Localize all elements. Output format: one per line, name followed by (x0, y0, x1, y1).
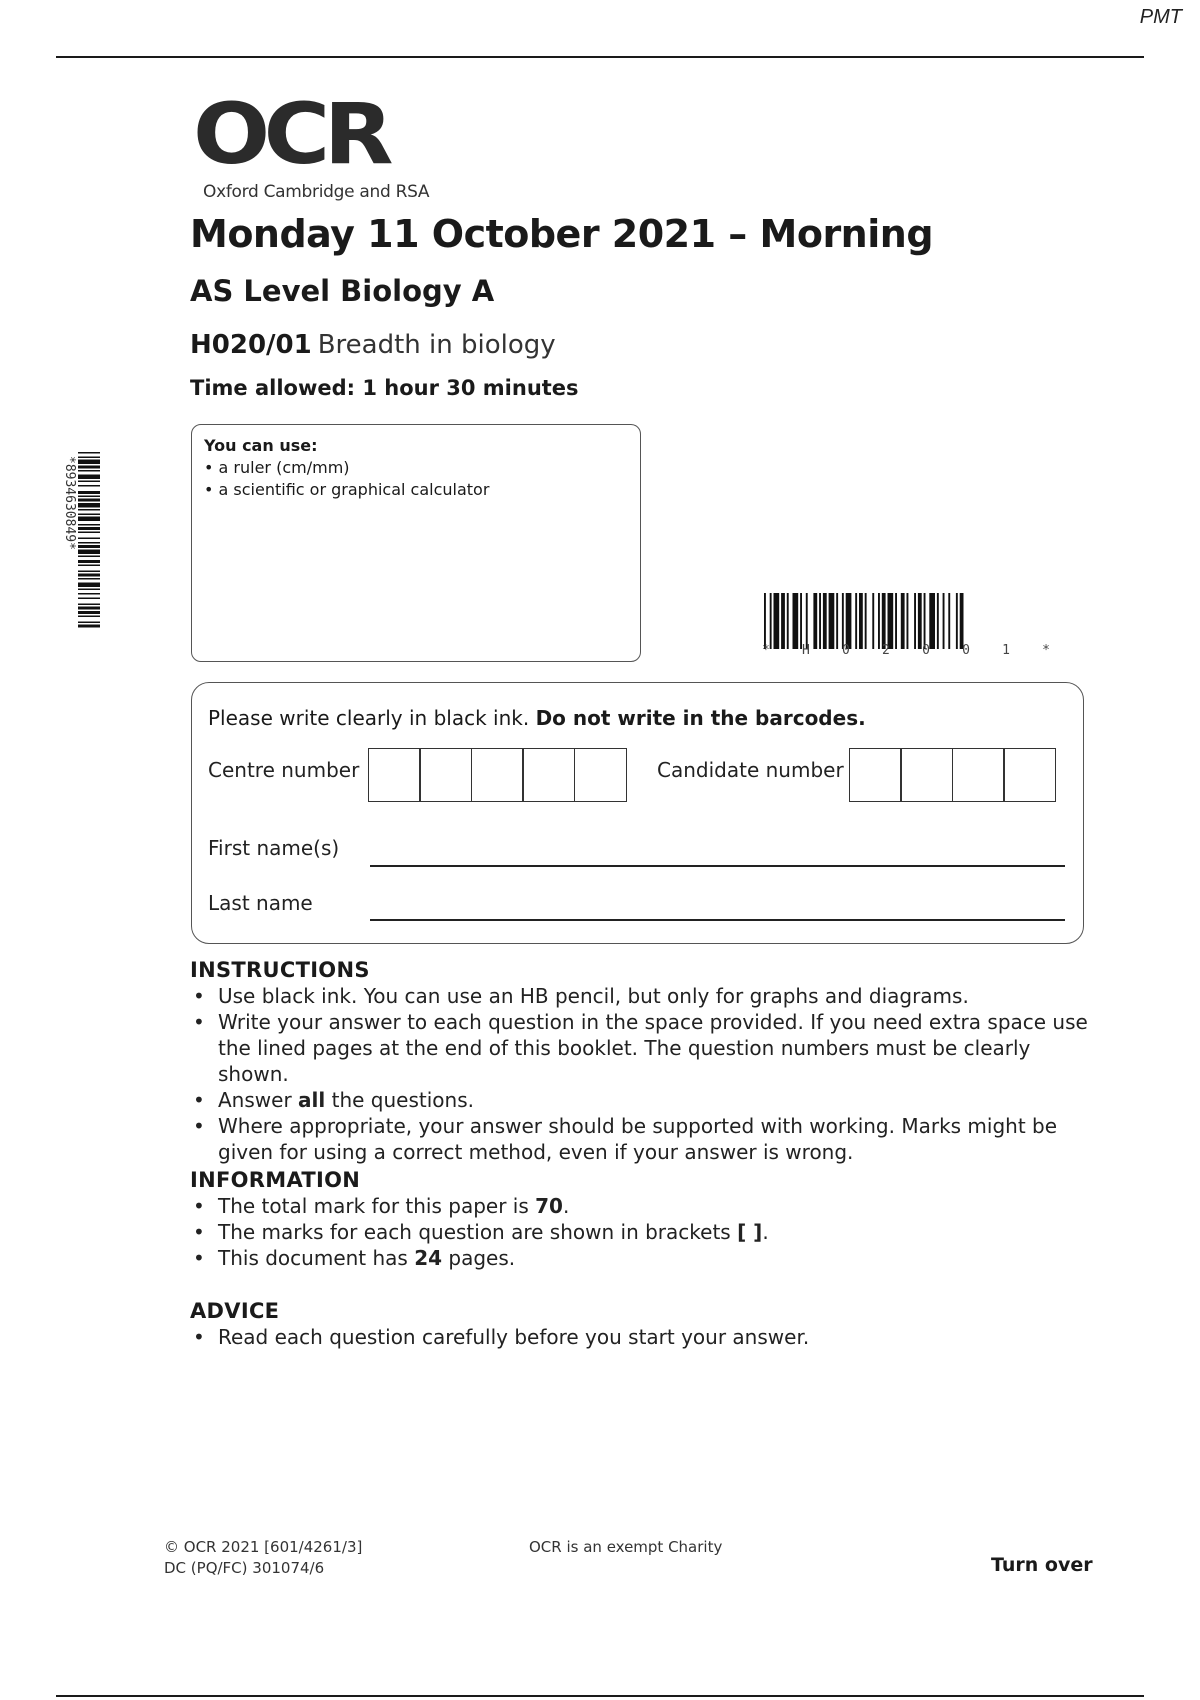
centre-number-label: Centre number (208, 758, 360, 782)
information-list (190, 1193, 1090, 1271)
footer-left (164, 1537, 362, 1579)
barcode-bar (78, 485, 100, 487)
barcode-bar (800, 593, 802, 649)
paper-title: Breadth in biology (317, 330, 556, 360)
you-can-use-box (191, 424, 641, 662)
barcode-bar (78, 491, 100, 494)
ink-note: Please write clearly in black ink. Do not write in the barcodes. (208, 706, 866, 730)
barcode-bar (872, 593, 874, 649)
first-name-label: First name(s) (208, 836, 340, 860)
barcode-bar (793, 593, 799, 649)
barcode-bar (929, 593, 935, 649)
barcode-bar (78, 622, 100, 624)
candidate-digit-box[interactable] (1003, 748, 1056, 802)
barcode-bar (78, 589, 100, 591)
barcode-bar (78, 578, 100, 580)
centre-number-field[interactable] (369, 748, 627, 802)
barcode-bar (78, 509, 100, 511)
main-barcode-digits: * H 0 2 0 0 1 * (762, 643, 1050, 658)
barcode-bar (78, 616, 100, 618)
list-item: • The marks for each question are shown in brackets [ ]. (190, 1219, 1090, 1245)
centre-digit-box[interactable] (471, 748, 524, 802)
centre-digit-box[interactable] (522, 748, 575, 802)
barcode-bar (78, 517, 100, 522)
list-item: • Use black ink. You can use an HB pencil, but only for graphs and diagrams. (190, 983, 1090, 1009)
list-item: • Read each question carefully before you start your answer. (190, 1324, 1090, 1350)
side-barcode-digits: *8934630849* (62, 456, 77, 550)
pmt-watermark: PMT (1139, 6, 1182, 28)
barcode-bar (948, 593, 950, 649)
barcode-bar (823, 593, 827, 649)
side-barcode (60, 452, 100, 682)
barcode-bar (78, 625, 100, 628)
charity-note: OCR is an exempt Charity (529, 1538, 723, 1556)
barcode-bar (78, 550, 100, 555)
centre-digit-box[interactable] (419, 748, 472, 802)
barcode-bar (907, 593, 909, 649)
ocr-logo (193, 85, 430, 202)
candidate-digit-box[interactable] (900, 748, 953, 802)
barcode-bar (78, 514, 100, 516)
barcode-bar (78, 524, 100, 526)
barcode-bar (78, 499, 100, 502)
barcode-bar (806, 593, 808, 649)
barcode-bar (956, 593, 958, 649)
barcode-bar (829, 593, 835, 649)
candidate-number-label: Candidate number (657, 758, 844, 782)
last-name-field[interactable] (370, 919, 1065, 921)
barcode-bar (78, 475, 100, 480)
barcode-bar (960, 593, 964, 649)
main-barcode (762, 593, 1050, 649)
barcode-bar (882, 593, 886, 649)
barcode-bar (865, 593, 867, 649)
first-name-field[interactable] (370, 865, 1065, 867)
time-allowed: Time allowed: 1 hour 30 minutes (190, 376, 579, 400)
barcode-bar (78, 583, 100, 588)
list-item: • This document has 24 pages. (190, 1245, 1090, 1271)
barcode-bar (781, 593, 785, 649)
barcode-bar (78, 503, 100, 508)
barcode-bar (819, 593, 821, 649)
logo-subtitle: Oxford Cambridge and RSA (203, 182, 430, 202)
barcode-bar (78, 574, 100, 577)
barcode-bar (787, 593, 789, 649)
information-heading: INFORMATION (190, 1168, 361, 1192)
you-can-use-item: • a scientific or graphical calculator (204, 480, 490, 499)
barcode-bar (78, 593, 100, 595)
barcode-bar (943, 593, 945, 649)
barcode-bar (888, 593, 894, 649)
candidate-digit-box[interactable] (952, 748, 1005, 802)
barcode-bar (78, 470, 100, 472)
candidate-digit-box[interactable] (849, 748, 902, 802)
last-name-label: Last name (208, 891, 313, 915)
barcode-bar (78, 496, 100, 498)
dc-code: DC (PQ/FC) 301074/6 (164, 1559, 325, 1577)
instructions-heading: INSTRUCTIONS (190, 958, 370, 982)
barcode-bar (878, 593, 880, 649)
barcode-bar (78, 460, 100, 465)
barcode-bar (78, 565, 100, 567)
exam-date: Monday 11 October 2021 – Morning (190, 212, 934, 256)
barcode-bar (901, 593, 905, 649)
paper-code: H020/01 (190, 330, 312, 360)
list-item: • Answer all the questions. (190, 1087, 1090, 1113)
barcode-bar (78, 571, 100, 573)
barcode-bar (78, 545, 100, 548)
barcode-bar (937, 593, 939, 649)
candidate-number-field[interactable] (850, 748, 1056, 802)
barcode-bar (78, 466, 100, 469)
barcode-bar (842, 593, 844, 649)
advice-list (190, 1324, 1090, 1350)
barcode-bar (78, 538, 100, 540)
barcode-bar (914, 593, 916, 649)
barcode-bar (78, 611, 100, 614)
turn-over: Turn over (991, 1554, 1093, 1576)
barcode-bar (78, 607, 100, 610)
list-item: • The total mark for this paper is 70. (190, 1193, 1090, 1219)
logo-word: OCR (193, 85, 388, 183)
barcode-bar (78, 598, 100, 600)
you-can-use-heading: You can use: (204, 436, 318, 455)
barcode-bar (836, 593, 838, 649)
list-item: • Write your answer to each question in the space provided. If you need extra space use the lined pages at the end of this booklet. The question numbers must be clearly shown. (190, 1009, 1090, 1087)
barcode-bar (78, 532, 100, 534)
barcode-bar (78, 452, 100, 454)
barcode-bar (813, 593, 817, 649)
advice-heading: ADVICE (190, 1299, 280, 1323)
barcode-bar (78, 542, 100, 544)
barcode-bar (924, 593, 926, 649)
centre-digit-box[interactable] (368, 748, 421, 802)
exam-code-line (190, 330, 556, 360)
barcode-bar (78, 457, 100, 459)
instructions-list (190, 983, 1090, 1165)
centre-digit-box[interactable] (574, 748, 627, 802)
barcode-bar (918, 593, 922, 649)
barcode-bar (859, 593, 863, 649)
you-can-use-item: • a ruler (cm/mm) (204, 458, 350, 477)
barcode-bar (774, 593, 780, 649)
barcode-bar (78, 556, 100, 558)
bottom-rule (56, 1695, 1144, 1697)
barcode-bar (764, 593, 766, 649)
barcode-bar (78, 527, 100, 530)
barcode-bar (855, 593, 857, 649)
barcode-bar (78, 604, 100, 606)
list-item: • Where appropriate, your answer should be supported with working. Marks might be given for using a correct method, even if your answer is wrong. (190, 1113, 1090, 1165)
barcode-bar (78, 560, 100, 563)
barcode-bar (770, 593, 772, 649)
barcode-bar (846, 593, 852, 649)
copyright: © OCR 2021 [601/4261/3] (164, 1538, 363, 1556)
barcode-bar (78, 481, 100, 483)
barcode-bar (895, 593, 897, 649)
top-rule (56, 56, 1144, 58)
exam-subject: AS Level Biology A (190, 274, 495, 308)
